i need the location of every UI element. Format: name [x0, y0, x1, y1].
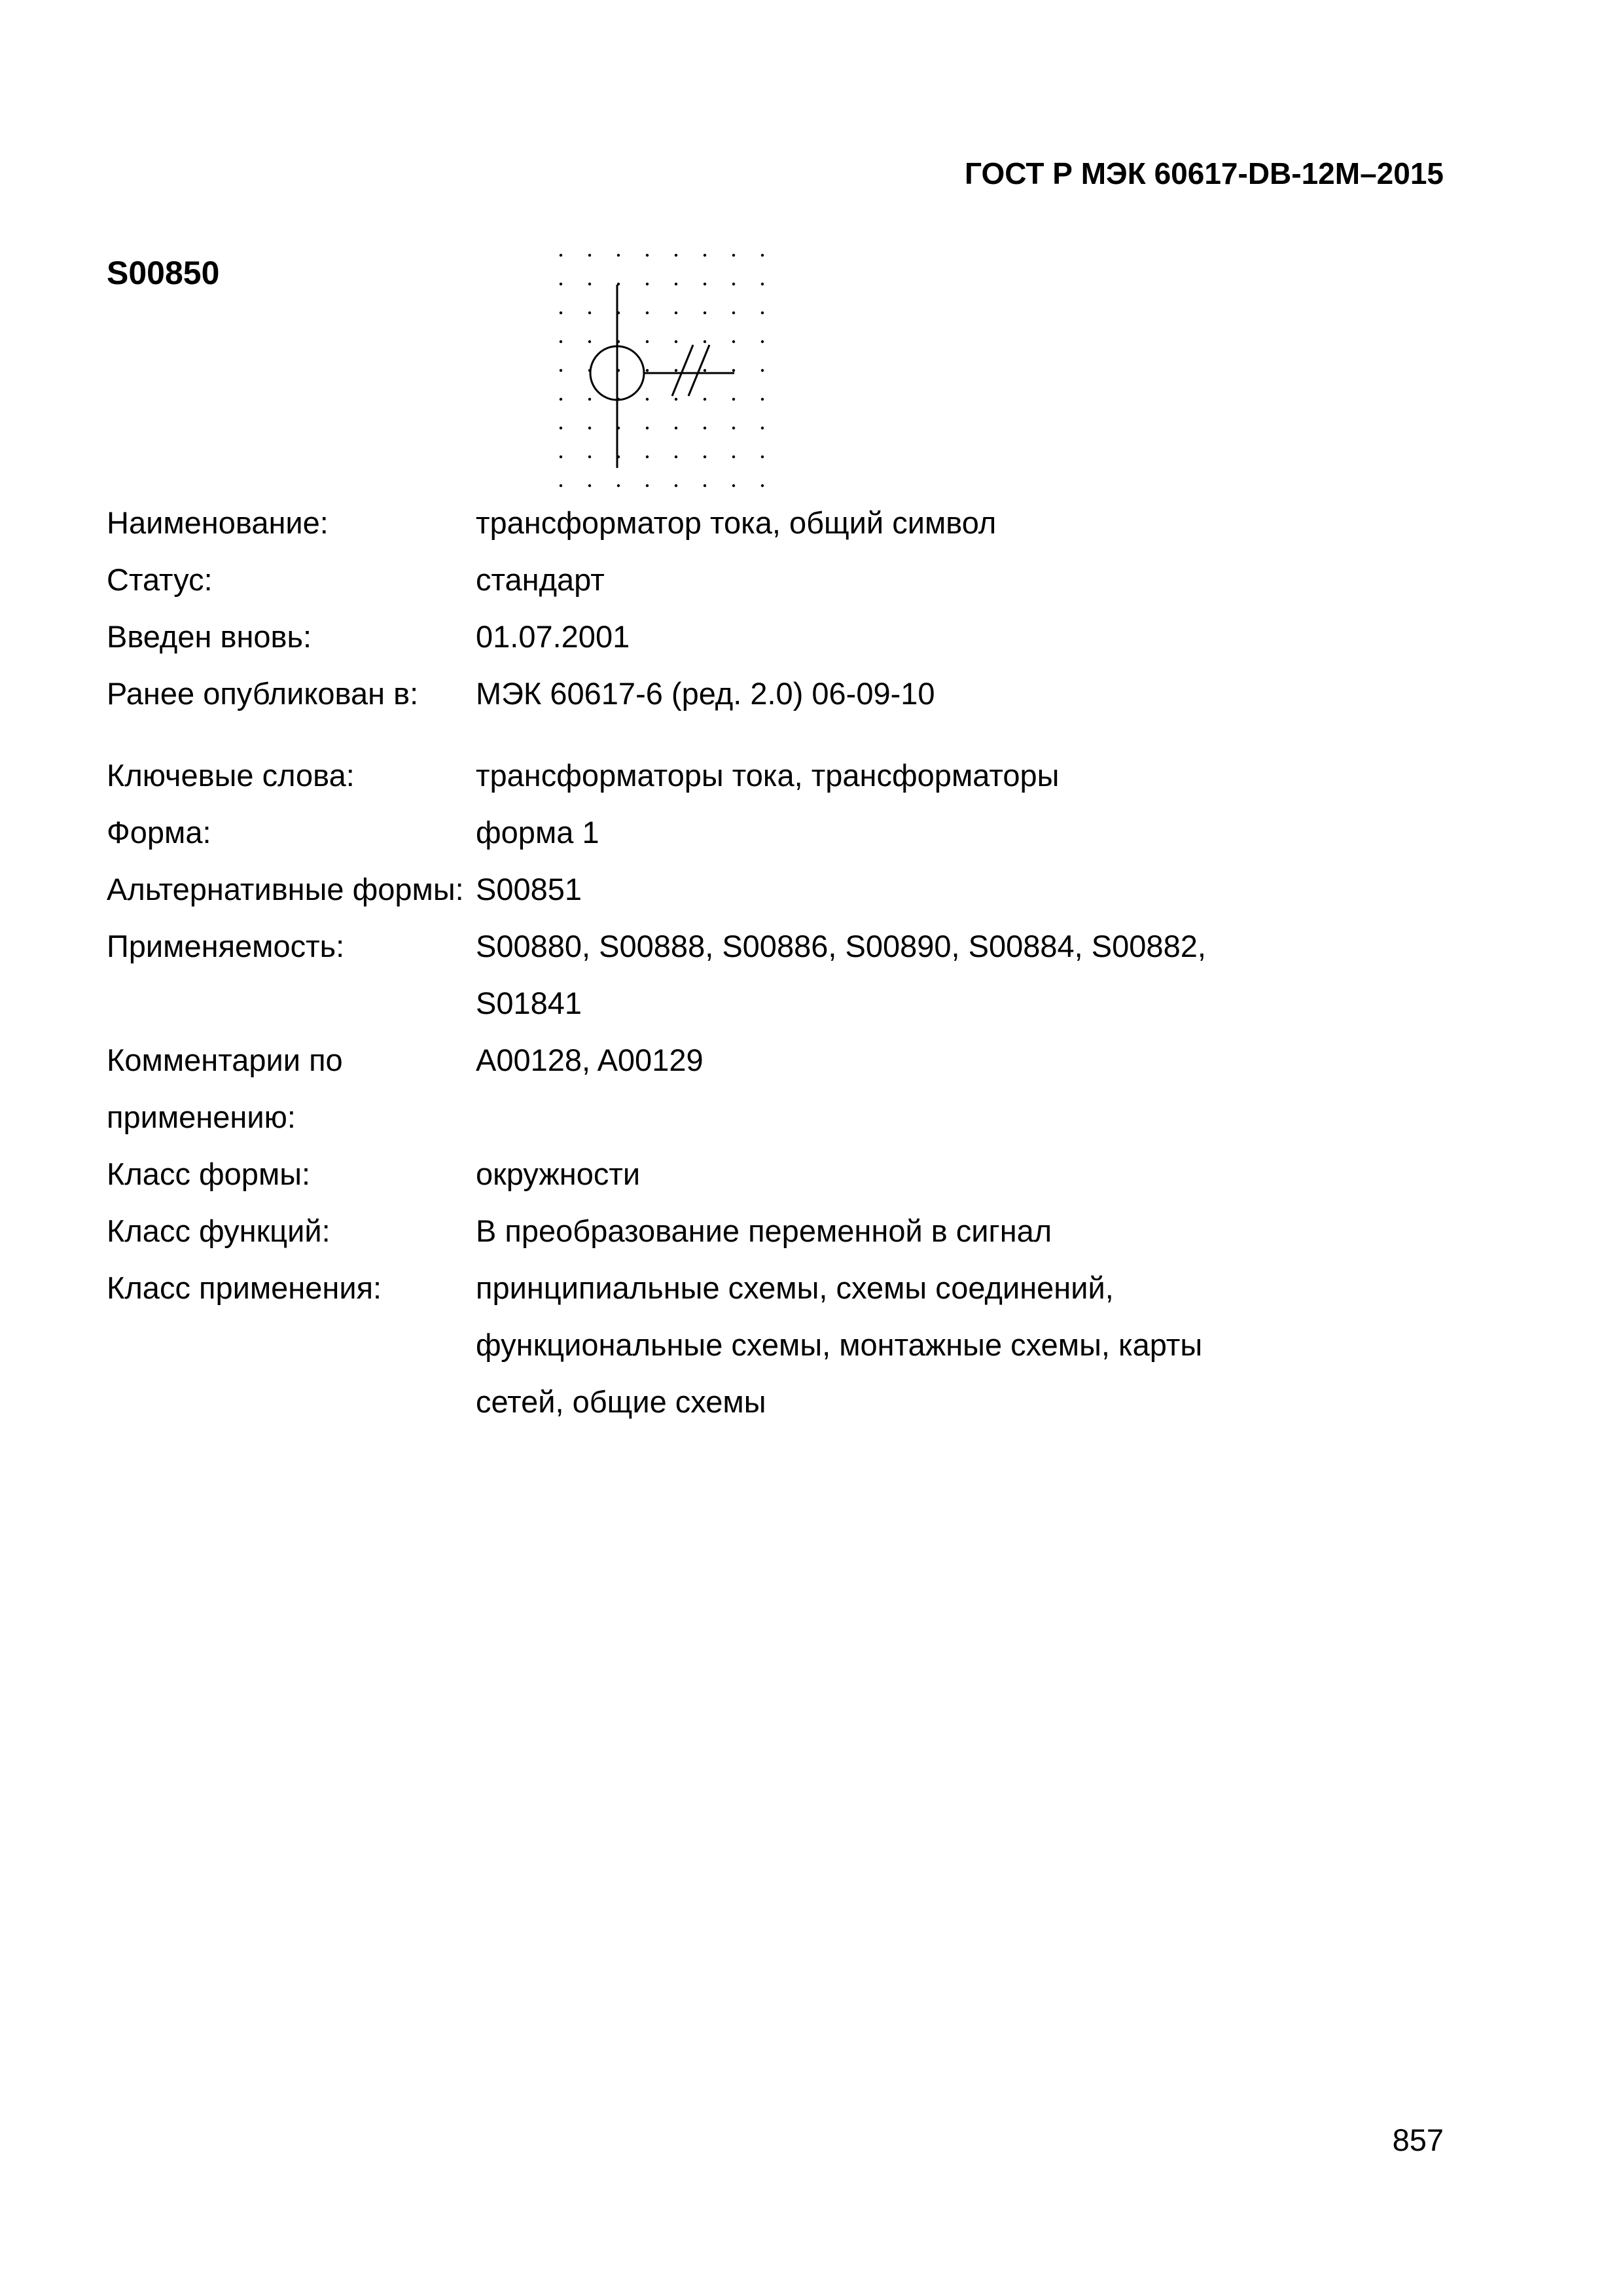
page-number: 857: [1392, 2123, 1444, 2157]
grid-dot: [761, 283, 764, 285]
property-value: форма 1: [476, 815, 599, 850]
grid-dot: [732, 283, 735, 285]
property-value: окружности: [476, 1157, 641, 1191]
grid-dot: [761, 456, 764, 458]
property-row: [107, 861, 1416, 918]
grid-dot: [732, 484, 735, 487]
property-value: МЭК 60617-6 (ред. 2.0) 06-09-10: [476, 676, 935, 711]
property-row: [107, 1259, 1416, 1430]
property-row: [107, 608, 1416, 665]
grid-dot: [646, 456, 649, 458]
grid-dot: [560, 340, 562, 343]
grid-dot: [588, 254, 591, 257]
grid-dot: [588, 283, 591, 285]
grid-dot: [675, 398, 677, 401]
property-label: Альтернативные формы:: [107, 872, 464, 906]
symbol-properties: [107, 494, 1416, 1430]
grid-dot: [588, 312, 591, 314]
property-label: Класс применения:: [107, 1270, 382, 1305]
grid-dot: [704, 456, 706, 458]
grid-dot: [761, 484, 764, 487]
grid-dot: [761, 312, 764, 314]
property-row: [107, 747, 1416, 804]
grid-dot: [588, 340, 591, 343]
grid-dot: [560, 456, 562, 458]
grid-dot: [704, 340, 706, 343]
grid-dot: [761, 254, 764, 257]
property-row: [107, 1145, 1416, 1202]
grid-dot: [588, 456, 591, 458]
grid-dot: [560, 369, 562, 372]
grid-dot: [588, 484, 591, 487]
grid-dot: [675, 312, 677, 314]
property-row: [107, 665, 1416, 722]
grid-dot: [704, 427, 706, 429]
grid-dot: [646, 369, 649, 372]
grid-dot: [588, 427, 591, 429]
grid-dot: [761, 340, 764, 343]
standard-designation: ГОСТ Р МЭК 60617-DB-12M–2015: [965, 156, 1444, 190]
grid-dot: [704, 369, 706, 372]
property-label: Форма:: [107, 815, 211, 850]
grid-dot: [761, 369, 764, 372]
grid-dot: [732, 456, 735, 458]
property-row: [107, 918, 1416, 1031]
grid-dot: [560, 283, 562, 285]
grid-dot: [560, 427, 562, 429]
grid-dot: [675, 484, 677, 487]
property-value: B преобразование переменной в сигнал: [476, 1213, 1052, 1248]
grid-dot: [704, 484, 706, 487]
property-value: S00851: [476, 872, 582, 906]
grid-dot: [646, 312, 649, 314]
grid-dot: [732, 312, 735, 314]
property-value: стандарт: [476, 562, 605, 597]
grid-dot: [617, 254, 620, 257]
grid-dot: [761, 398, 764, 401]
property-value: принципиальные схемы, схемы соединений, функциональные схемы, монтажные схемы, карты сетей, общие схемы: [476, 1270, 1203, 1419]
property-row: [107, 1031, 1416, 1145]
property-label: Ключевые слова:: [107, 758, 355, 793]
grid-dot: [732, 254, 735, 257]
grid-dot: [675, 254, 677, 257]
property-label: Наименование:: [107, 505, 329, 540]
grid-dot: [646, 340, 649, 343]
grid-dot: [732, 340, 735, 343]
grid-dot: [560, 398, 562, 401]
property-row: [107, 551, 1416, 608]
property-value: трансформатор тока, общий символ: [476, 505, 997, 540]
property-value: A00128, A00129: [476, 1043, 704, 1077]
grid-dot: [560, 312, 562, 314]
grid-dot: [646, 254, 649, 257]
property-label: Ранее опубликован в:: [107, 676, 419, 711]
current-transformer-symbol-drawing: [544, 245, 767, 494]
grid-dot: [588, 398, 591, 401]
grid-dot: [646, 398, 649, 401]
grid-dot: [646, 484, 649, 487]
property-row: [107, 804, 1416, 861]
grid-dot: [646, 427, 649, 429]
property-value: S00880, S00888, S00886, S00890, S00884, S00882, S01841: [476, 929, 1206, 1020]
grid-dot: [704, 254, 706, 257]
property-label: Класс формы:: [107, 1157, 311, 1191]
current-transformer-symbol-figure: [544, 245, 767, 494]
grid-dot: [560, 484, 562, 487]
property-row: [107, 1202, 1416, 1259]
property-label: Класс функций:: [107, 1213, 330, 1248]
grid-dot: [646, 283, 649, 285]
property-label: Применяемость:: [107, 929, 345, 963]
grid-dot: [704, 312, 706, 314]
property-label: Статус:: [107, 562, 213, 597]
grid-dot: [732, 398, 735, 401]
symbol-code: S00850: [107, 255, 220, 291]
grid-dot: [732, 369, 735, 372]
property-label: Комментарии по применению:: [107, 1043, 343, 1134]
grid-dot: [704, 398, 706, 401]
grid-dot: [675, 427, 677, 429]
grid-dot: [675, 369, 677, 372]
grid-dot: [675, 456, 677, 458]
grid-dot: [704, 283, 706, 285]
grid-dot: [675, 340, 677, 343]
grid-dot: [675, 283, 677, 285]
property-row: [107, 494, 1416, 551]
property-label: Введен вновь:: [107, 619, 312, 654]
grid-dot: [761, 427, 764, 429]
grid-dot: [732, 427, 735, 429]
property-value: 01.07.2001: [476, 619, 630, 654]
property-value: трансформаторы тока, трансформаторы: [476, 758, 1060, 793]
grid-dot: [560, 254, 562, 257]
grid-dot: [617, 484, 620, 487]
